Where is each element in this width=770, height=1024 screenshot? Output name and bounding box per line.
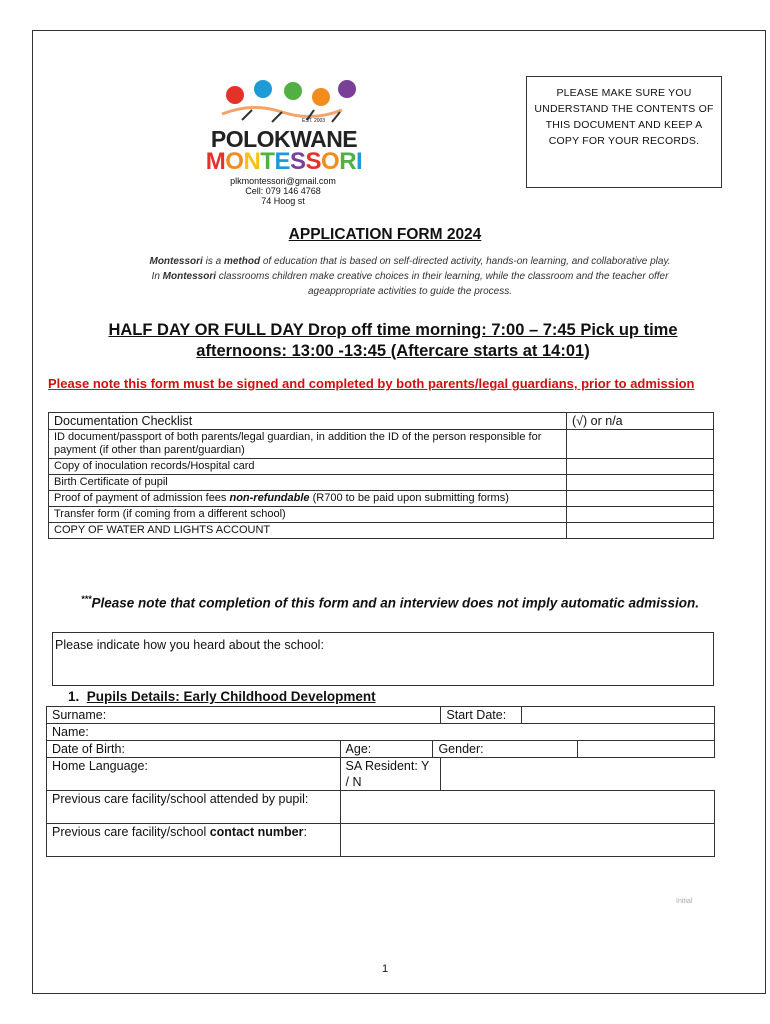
checklist-tick-cell[interactable]: [567, 523, 714, 539]
notice-box: PLEASE MAKE SURE YOU UNDERSTAND THE CONTENTS OF THIS DOCUMENT AND KEEP A COPY FOR YOUR RECORDS.: [526, 76, 722, 188]
checklist-tick-cell[interactable]: [567, 430, 714, 459]
table-row: Proof of payment of admission fees non-refundable (R700 to be paid upon submitting forms): [49, 491, 714, 507]
logo-letter: N: [243, 148, 261, 175]
start-date-field[interactable]: [522, 707, 715, 724]
table-row: ID document/passport of both parents/legal guardian, in addition the ID of the person responsible for payment (if other than parent/guardian): [49, 430, 714, 459]
table-row: Transfer form (if coming from a different school): [49, 507, 714, 523]
logo-letter: R: [339, 148, 357, 175]
checklist-tick-cell[interactable]: [567, 507, 714, 523]
table-row: COPY OF WATER AND LIGHTS ACCOUNT: [49, 523, 714, 539]
table-row: Copy of inoculation records/Hospital card: [49, 459, 714, 475]
logo-letter: M: [205, 148, 226, 175]
heard-about-school-label: Please indicate how you heard about the school:: [55, 638, 324, 652]
school-logo: [192, 76, 374, 210]
logo-letter: O: [225, 148, 244, 175]
checklist-tick-cell[interactable]: [567, 459, 714, 475]
child-figure-icon: [338, 80, 356, 98]
checklist-tick-header: (√) or n/a: [567, 413, 714, 430]
initial-label: Initial: [676, 898, 693, 905]
checklist-tick-cell[interactable]: [567, 491, 714, 507]
gender-value-field[interactable]: [578, 741, 715, 758]
intro-text: Montessori is a method of education that is based on self-directed activity, hands-on learning, and collaborative play. In Montessori classrooms children make creative choices in their learning, while the classroom and the teacher offer ageappropriate activities to guide the process.: [149, 256, 671, 297]
gender-field[interactable]: Gender:: [433, 741, 578, 758]
start-date-label: Start Date:: [441, 707, 522, 724]
documentation-checklist: [48, 412, 714, 539]
children-arms-icon: [212, 100, 362, 124]
table-row: Birth Certificate of pupil: [49, 475, 714, 491]
signature-requirement-note: Please note this form must be signed and completed by both parents/legal guardians, prior to admission: [48, 376, 695, 391]
sa-resident-field[interactable]: SA Resident: Y / N: [340, 758, 441, 791]
section-1-title: 1. Pupils Details: Early Childhood Development: [68, 689, 376, 704]
times-line-1: HALF DAY OR FULL DAY Drop off time morning: 7:00 – 7:45 Pick up time: [108, 321, 678, 339]
logo-name-bottom: [196, 148, 372, 174]
page-number: 1: [381, 963, 389, 975]
logo-cell: Cell: 079 146 4768: [245, 186, 321, 196]
previous-contact-field[interactable]: [340, 824, 714, 857]
logo-contact: [192, 176, 374, 206]
times-line-2: afternoons: 13:00 -13:45 (Aftercare starts at 14:01): [196, 342, 590, 360]
dob-field[interactable]: Date of Birth:: [47, 741, 341, 758]
name-field[interactable]: Name:: [47, 724, 715, 741]
child-figure-icon: [254, 80, 272, 98]
age-field[interactable]: Age:: [340, 741, 433, 758]
logo-letter: S: [305, 148, 322, 175]
logo-est: EST. 2003: [302, 118, 326, 124]
previous-contact-label: Previous care facility/school contact number:: [47, 824, 341, 857]
previous-care-field[interactable]: [340, 791, 714, 824]
heard-about-school-field[interactable]: [52, 632, 714, 686]
checklist-header: Documentation Checklist: [49, 413, 567, 430]
logo-address: 74 Hoog st: [261, 196, 305, 206]
logo-email: plkmontessori@gmail.com: [230, 176, 336, 186]
logo-letter: O: [321, 148, 340, 175]
logo-letter: S: [289, 148, 306, 175]
home-language-field[interactable]: Home Language:: [47, 758, 341, 791]
logo-letter: E: [274, 148, 290, 175]
attendance-times: [40, 320, 746, 362]
admission-disclaimer: ***Please note that completion of this form and an interview does not imply automatic admission.: [80, 594, 700, 611]
checklist-tick-cell[interactable]: [567, 475, 714, 491]
previous-care-label: Previous care facility/school attended by pupil:: [47, 791, 341, 824]
pupil-details-table: [46, 706, 715, 857]
form-title: APPLICATION FORM 2024: [288, 226, 482, 243]
child-figure-icon: [284, 82, 302, 100]
surname-field[interactable]: Surname:: [47, 707, 441, 724]
logo-name-top: POLOKWANE: [210, 126, 358, 152]
logo-letter: I: [356, 148, 363, 175]
logo-letter: T: [260, 148, 275, 175]
